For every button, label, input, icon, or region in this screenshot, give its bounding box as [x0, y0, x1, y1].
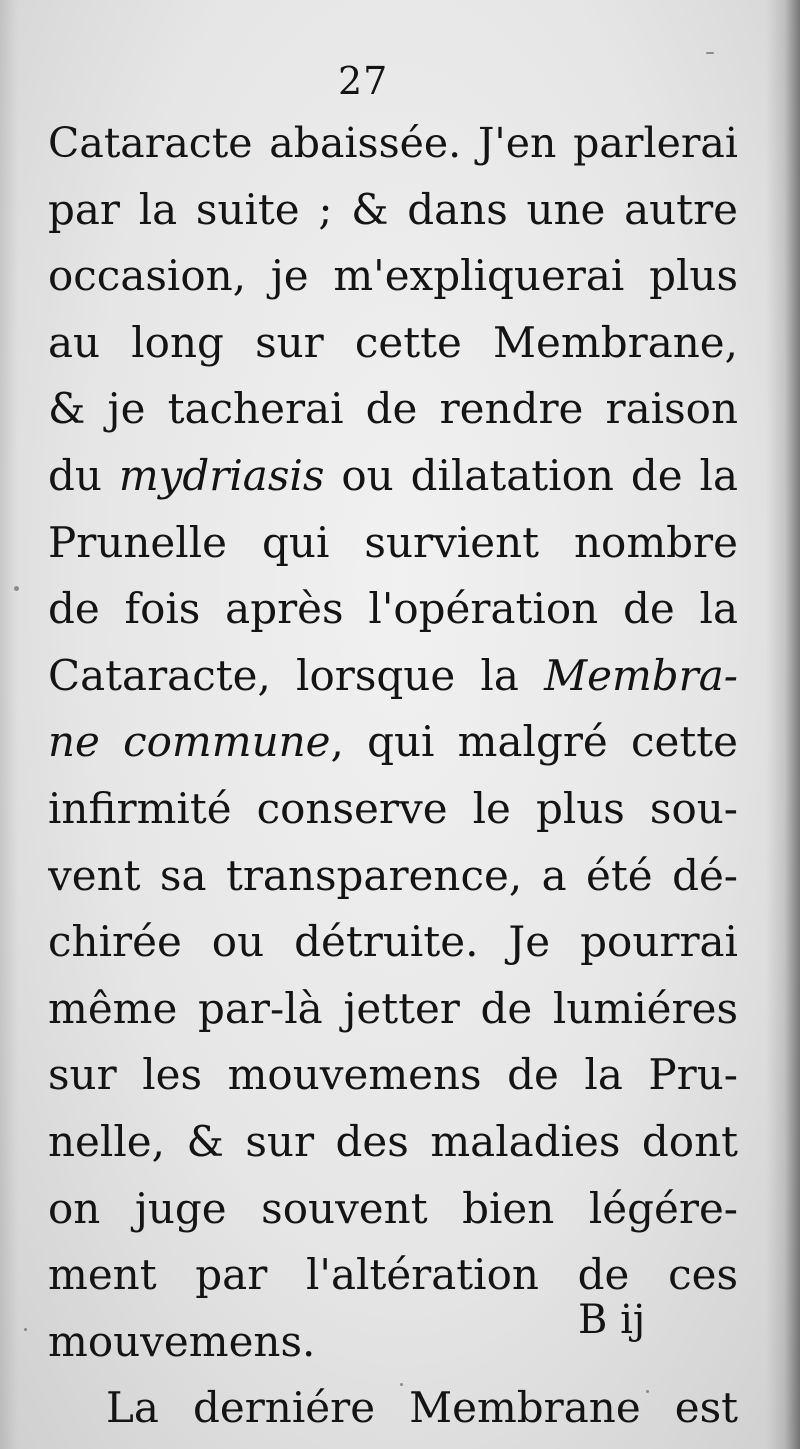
- body-text-block: [48, 110, 738, 1442]
- text-segment: vent sa transparence, a été dé-: [48, 850, 738, 900]
- page-number: 27: [338, 59, 389, 103]
- text-line: [48, 310, 738, 377]
- text-line: [48, 643, 738, 710]
- text-line: [48, 776, 738, 843]
- scan-speck: [646, 1390, 649, 1393]
- text-segment: La derniére Membrane est: [106, 1383, 738, 1433]
- text-line: [48, 909, 738, 976]
- text-line: [48, 976, 738, 1043]
- text-segment: ou dilatation de la: [324, 450, 738, 500]
- italic-text-segment: mydriasis: [118, 450, 325, 500]
- text-line: [48, 1375, 738, 1442]
- text-segment: du: [48, 450, 119, 500]
- text-line: [48, 510, 738, 577]
- text-line: [48, 843, 738, 910]
- text-line: [48, 177, 738, 244]
- text-segment: Cataracte abaissée. J'en parlerai: [48, 119, 738, 167]
- text-segment: occasion, je m'expliquerai plus: [48, 251, 738, 301]
- text-line: [48, 709, 738, 776]
- text-segment: de fois après l'opération de la: [48, 584, 738, 634]
- text-line: [48, 376, 738, 443]
- text-line: [48, 1042, 738, 1109]
- text-segment: Prunelle qui survient nombre: [48, 517, 738, 567]
- text-segment: par la suite ; & dans une autre: [48, 184, 738, 234]
- text-line: [48, 1109, 738, 1176]
- text-segment: on juge souvent bien légére-: [48, 1183, 738, 1233]
- text-segment: ment par l'altération de ces: [48, 1250, 738, 1300]
- scan-speck: [14, 586, 19, 591]
- text-segment: , qui malgré cette: [330, 717, 738, 767]
- text-segment: nelle, & sur des maladies dont: [48, 1116, 738, 1166]
- text-segment: mouvemens.: [48, 1316, 316, 1366]
- text-line: [48, 1176, 738, 1243]
- signature-mark: B ij: [578, 1297, 646, 1343]
- text-line: [48, 110, 738, 177]
- italic-text-segment: Membra-: [544, 650, 738, 700]
- text-line: [48, 243, 738, 310]
- scan-speck: [400, 1383, 403, 1386]
- text-line: [48, 443, 738, 510]
- scan-speck: [24, 1328, 27, 1331]
- text-segment: Cataracte, lorsque la: [48, 650, 545, 700]
- text-segment: sur les mouvemens de la Pru-: [48, 1050, 738, 1100]
- text-line: [48, 576, 738, 643]
- italic-text-segment: ne commune: [48, 717, 331, 767]
- text-segment: infirmité conserve le plus sou-: [48, 783, 738, 833]
- scan-speck: [706, 52, 714, 54]
- text-segment: au long sur cette Membrane,: [48, 317, 738, 367]
- text-segment: & je tacherai de rendre raison: [48, 384, 738, 434]
- text-segment: même par-là jetter de lumiéres: [48, 983, 738, 1033]
- text-segment: chirée ou détruite. Je pourrai: [48, 917, 738, 967]
